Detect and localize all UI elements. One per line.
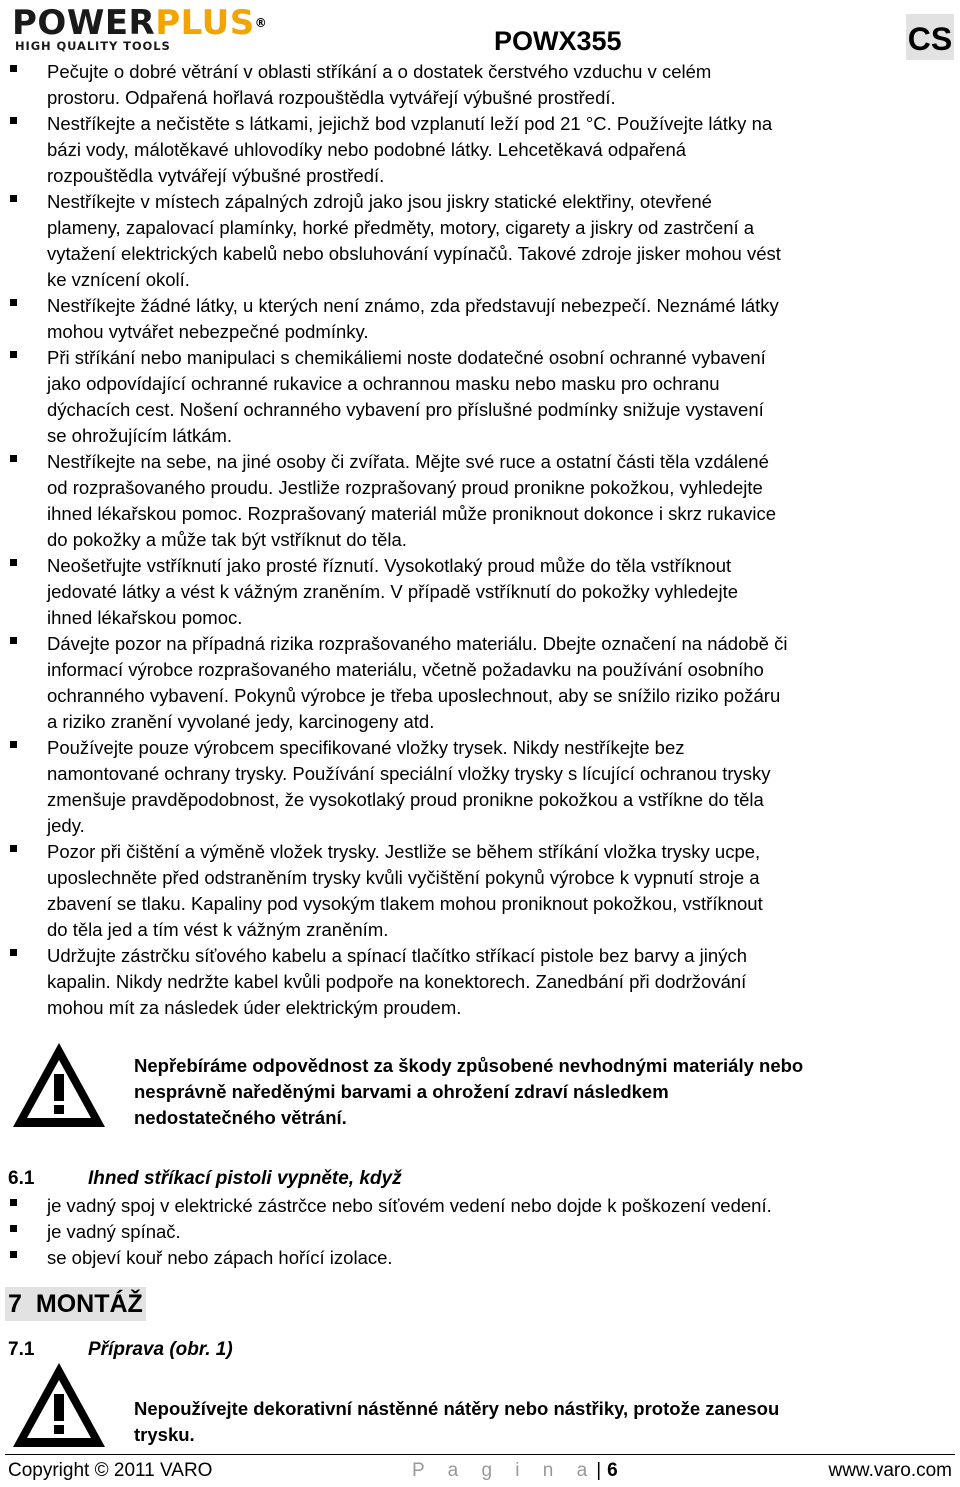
- page-number: 6: [607, 1460, 618, 1481]
- copyright-text: Copyright © 2011 VARO: [8, 1460, 213, 1481]
- list-item-line: ke vznícení okolí.: [47, 269, 190, 290]
- list-item-line: jako odpovídající ochranné rukavice a ochrannou masku nebo masku pro ochranu: [47, 373, 720, 394]
- section-heading-6-1: [8, 1168, 402, 1190]
- section-title: MONTÁŽ: [35, 1290, 143, 1318]
- section-number: 7: [8, 1290, 22, 1318]
- page-indicator: [412, 1458, 618, 1484]
- section-title: Ihned stříkací pistoli vypněte, když: [88, 1168, 402, 1189]
- warning-line: trysku.: [134, 1424, 195, 1445]
- section-heading-7-1: [8, 1339, 233, 1361]
- warning-block-materials: [10, 1040, 804, 1135]
- bullet-icon: [10, 1251, 17, 1258]
- list-item-line: do těla jed a tím vést k vážným zraněním.: [47, 919, 389, 940]
- list-item-text: je vadný spínač.: [47, 1221, 181, 1242]
- list-item-line: plameny, zapalovací plamínky, horké předměty, motory, cigarety a jiskry od zastrčení a: [47, 217, 755, 238]
- list-item: [0, 345, 960, 449]
- list-item: [0, 631, 960, 735]
- list-item-line: kapalin. Nikdy nedržte kabel kvůli podpoře na konektorech. Zanedbání při dodržování: [47, 971, 747, 992]
- list-item: [0, 1193, 960, 1219]
- list-item-line: informací výrobce rozprašovaného materiálu, včetně požadavku na používání osobního: [47, 659, 764, 680]
- section-number: 6.1: [8, 1168, 35, 1189]
- bullet-icon: [10, 637, 17, 644]
- list-item-line: a riziko zranění vyvolané jedy, karcinogeny atd.: [47, 711, 435, 732]
- language-badge: CS: [906, 14, 954, 60]
- list-item-line: uposlechněte před odstraněním trysky kvůli vyčištění pokynů výrobce k vypnutí stroje a: [47, 867, 760, 888]
- list-item-line: jedovaté látky a vést k vážným zraněním. V případě vstříknutí do pokožky vyhledejte: [47, 581, 739, 602]
- list-item: [0, 553, 960, 631]
- list-item-line: namontované ochrany trysky. Používání speciální vložky trysky s lícující ochranou trysky: [47, 763, 771, 784]
- list-item-text: se objeví kouř nebo zápach hořící izolace.: [47, 1247, 393, 1268]
- list-item-line: bázi vody, málotěkavé uhlovodíky nebo podobné látky. Lehcetěkavá odpařená: [47, 139, 687, 160]
- list-item-line: Používejte pouze výrobcem specifikované vložky trysek. Nikdy nestříkejte bez: [47, 737, 685, 758]
- list-item-line: Nestříkejte na sebe, na jiné osoby či zvířata. Mějte své ruce a ostatní části těla vzdálené: [47, 451, 769, 472]
- list-item-line: Nestříkejte žádné látky, u kterých není známo, zda představují nebezpečí. Neznámé látky: [47, 295, 779, 316]
- section-heading-7: [5, 1287, 146, 1321]
- list-item-line: Neošetřujte vstříknutí jako prosté říznutí. Vysokotlaký proud může do těla vstříknout: [47, 555, 732, 576]
- list-item-line: Pozor při čištění a výměně vložek trysky. Jestliže se během stříkání vložka trysky ucpe,: [47, 841, 761, 862]
- list-item-text: je vadný spoj v elektrické zástrčce nebo síťovém vedení nebo dojde k poškození vedení.: [47, 1195, 772, 1216]
- warning-line: Nepřebíráme odpovědnost za škody způsobené nevhodnými materiály nebo: [134, 1055, 804, 1076]
- model-number: POWX355: [494, 26, 622, 56]
- list-item-line: ihned lékařskou pomoc.: [47, 607, 243, 628]
- bullet-icon: [10, 559, 17, 566]
- logo-registered-mark: ®: [254, 16, 268, 30]
- list-item-line: dýchacích cest. Nošení ochranného vybavení pro příslušné podmínky snižuje vystavení: [47, 399, 764, 420]
- list-item: [0, 839, 960, 943]
- warning-block-coatings: [10, 1360, 780, 1455]
- bullet-icon: [10, 845, 17, 852]
- bullet-icon: [10, 299, 17, 306]
- bullet-icon: [10, 1225, 17, 1232]
- list-item-line: od rozprašovaného proudu. Jestliže rozprašovaný proud pronikne pokožkou, vyhledejte: [47, 477, 763, 498]
- list-item: [0, 59, 960, 111]
- logo-tagline: HIGH QUALITY TOOLS: [15, 39, 171, 53]
- list-item-line: mohou vytvářet nebezpečné podmínky.: [47, 321, 369, 342]
- list-item-line: prostoru. Odpařená hořlavá rozpouštědla vytvářejí výbušné prostředí.: [47, 87, 616, 108]
- list-item-line: ihned lékařskou pomoc. Rozprašovaný materiál může proniknout dokonce i skrz rukavice: [47, 503, 777, 524]
- logo-plus-text: PLUS: [155, 3, 255, 43]
- list-item-line: do pokožky a může tak být vstříknut do těla.: [47, 529, 407, 550]
- list-item-line: jedy.: [47, 815, 85, 836]
- bullet-icon: [10, 351, 17, 358]
- warning-triangle-icon: [10, 1040, 108, 1130]
- warning-line: Nepoužívejte dekorativní nástěnné nátěry nebo nástřiky, protože zanesou: [134, 1398, 780, 1419]
- list-item: [0, 735, 960, 839]
- bullet-icon: [10, 1199, 17, 1206]
- warning-line: nedostatečného větrání.: [134, 1107, 347, 1128]
- list-item-line: Pečujte o dobré větrání v oblasti stříkání a o dostatek čerstvého vzduchu v celém: [47, 61, 712, 82]
- warning-triangle-icon: [10, 1360, 108, 1450]
- footer-divider: [5, 1454, 955, 1455]
- list-item-line: Dávejte pozor na případná rizika rozprašovaného materiálu. Dbejte označení na nádobě či: [47, 633, 788, 654]
- powerplus-logo: [12, 4, 302, 52]
- section-title: Příprava (obr. 1): [88, 1339, 233, 1360]
- list-item: [0, 293, 960, 345]
- logo-power-text: POWER: [12, 3, 156, 43]
- list-item-line: rozpouštědla vytvářejí výbušné prostředí.: [47, 165, 385, 186]
- page-separator: |: [596, 1460, 602, 1481]
- list-item: [0, 449, 960, 553]
- warning-line: nesprávně naředěnými barvami a ohrožení zdraví následkem: [134, 1081, 669, 1102]
- list-item-line: Nestříkejte a nečistěte s látkami, jejichž bod vzplanutí leží pod 21 °C. Používejte látky na: [47, 113, 773, 134]
- bullet-icon: [10, 195, 17, 202]
- bullet-icon: [10, 741, 17, 748]
- website-link[interactable]: www.varo.com: [828, 1460, 952, 1481]
- bullet-icon: [10, 455, 17, 462]
- list-item: [0, 1245, 960, 1271]
- list-item-line: zbavení se tlaku. Kapaliny pod vysokým tlakem mohou proniknout pokožkou, vstříknout: [47, 893, 763, 914]
- page-label: P a g i n a: [412, 1460, 597, 1481]
- list-item-line: se ohrožujícím látkám.: [47, 425, 233, 446]
- section-number: 7.1: [8, 1339, 35, 1360]
- bullet-icon: [10, 65, 17, 72]
- list-item-line: ochranného vybavení. Pokynů výrobce je třeba uposlechnout, aby se snížilo riziko požáru: [47, 685, 781, 706]
- list-item: [0, 1219, 960, 1245]
- list-item-line: mohou mít za následek úder elektrickým proudem.: [47, 997, 462, 1018]
- bullet-icon: [10, 949, 17, 956]
- list-item-line: Při stříkání nebo manipulaci s chemikáliemi noste dodatečné osobní ochranné vybavení: [47, 347, 766, 368]
- list-item: [0, 943, 960, 1021]
- list-item-line: Nestříkejte v místech zápalných zdrojů jako jsou jiskry statické elektřiny, otevřené: [47, 191, 712, 212]
- list-item: [0, 189, 960, 293]
- bullet-icon: [10, 117, 17, 124]
- list-item-line: vytažení elektrických kabelů nebo obsluhování vypínačů. Takové zdroje jisker mohou vést: [47, 243, 781, 264]
- list-item-line: Udržujte zástrčku síťového kabelu a spínací tlačítko stříkací pistole bez barvy a jiných: [47, 945, 747, 966]
- list-item-line: zmenšuje pravděpodobnost, že vysokotlaký proud pronikne pokožkou a vstříkne do těla: [47, 789, 764, 810]
- list-item: [0, 111, 960, 189]
